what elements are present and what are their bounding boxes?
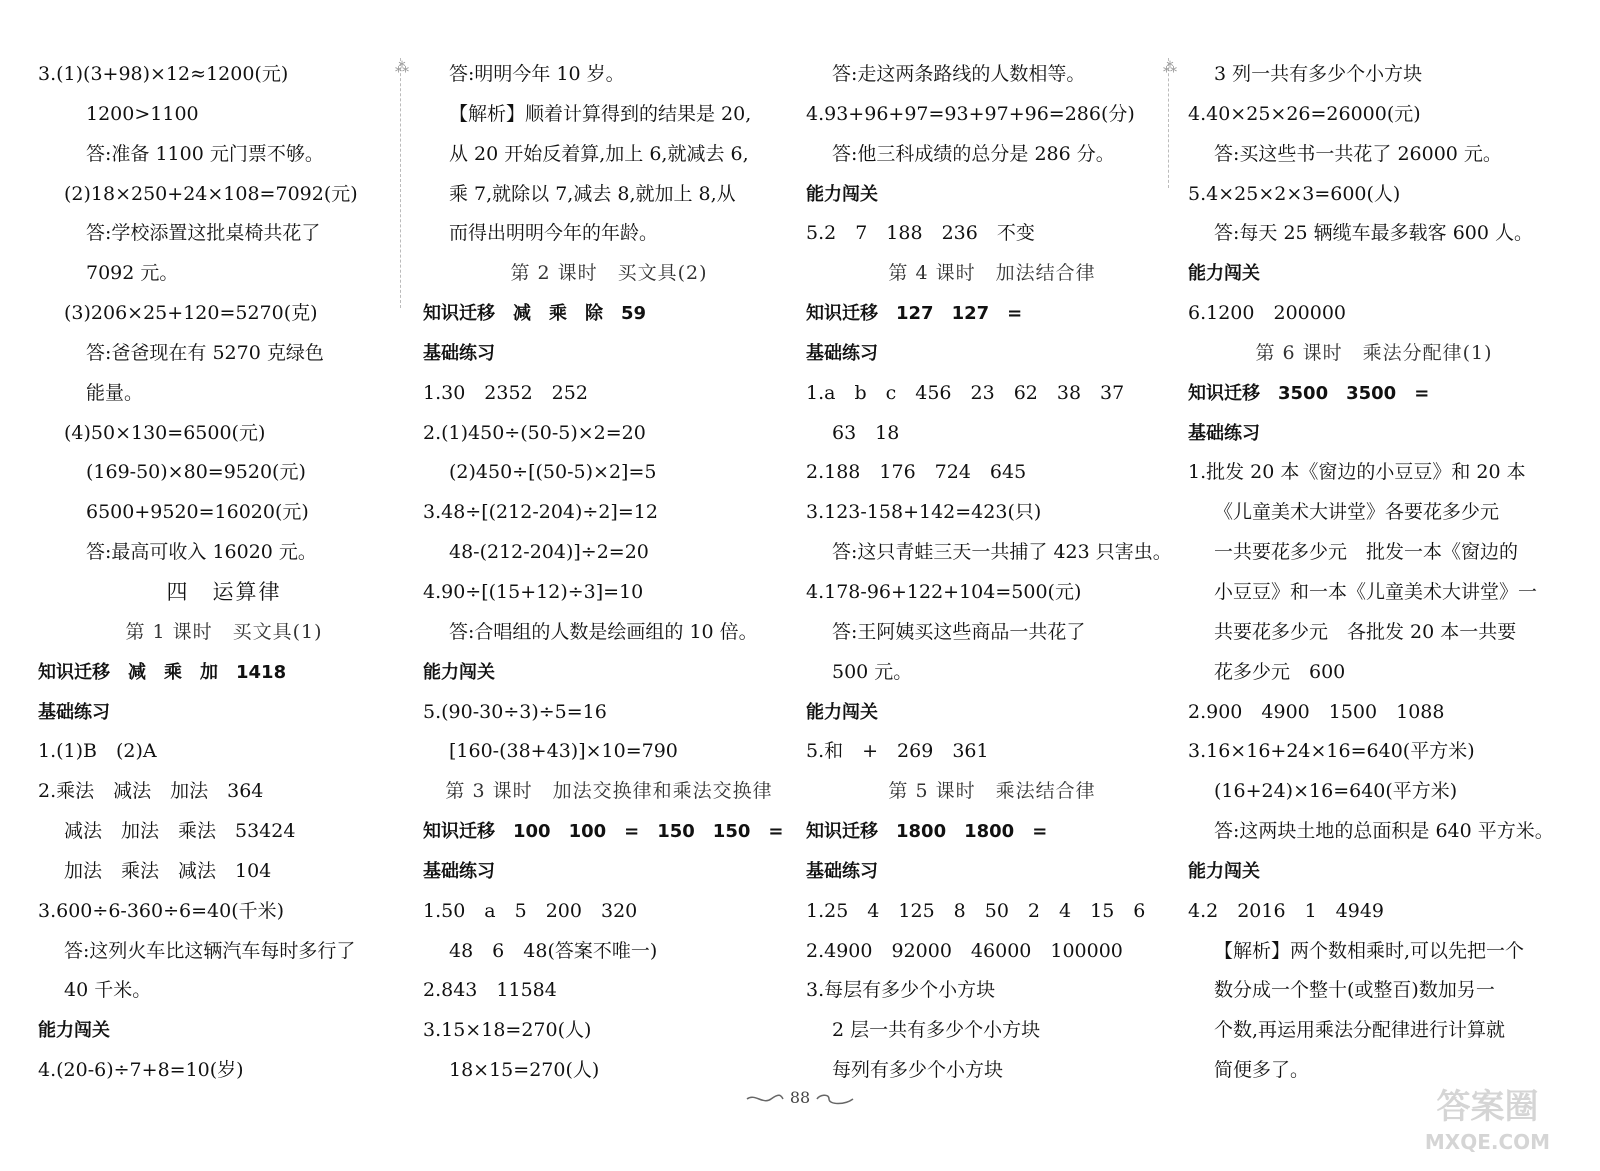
answer-line: 【解析】两个数相乘时,可以先把一个	[1214, 939, 1525, 962]
ornament-icon: ⁂	[1163, 60, 1177, 76]
subsection-heading: 能力闯关	[38, 1020, 110, 1042]
answer-line: 答:合唱组的人数是绘画组的 10 倍。	[449, 620, 758, 643]
answer-line: 答:最高可收入 16020 元。	[86, 541, 317, 564]
answer-line: 答:他三科成绩的总分是 286 分。	[832, 142, 1115, 165]
answer-line: 简便多了。	[1214, 1059, 1310, 1082]
answer-line: 2.(1)450÷(50-5)×2=20	[423, 421, 646, 444]
section-heading: 第 1 课时 买文具(1)	[125, 620, 323, 643]
answer-line: 3.每层有多少个小方块	[806, 979, 996, 1002]
answer-line: 4.90÷[(15+12)÷3]=10	[423, 580, 644, 603]
answer-line: 答:这只青蛙三天一共捕了 423 只害虫。	[832, 541, 1172, 564]
subsection-heading: 基础练习	[1188, 422, 1260, 444]
subsection-heading: 知识迁移 1800 1800 =	[806, 821, 1048, 843]
answer-line: 40 千米。	[64, 979, 152, 1002]
answer-line: 5.4×25×2×3=600(人)	[1188, 182, 1401, 205]
answer-line: 数分成一个整十(或整百)数加另一	[1214, 979, 1495, 1002]
answer-line: 2 层一共有多少个小方块	[832, 1019, 1041, 1042]
answer-line: 3.(1)(3+98)×12≈1200(元)	[38, 63, 289, 85]
answer-line: 能量。	[86, 381, 144, 404]
answer-line: 每列有多少个小方块	[832, 1059, 1004, 1082]
answer-line: (2)18×250+24×108=7092(元)	[64, 182, 358, 205]
answer-line: 63 18	[832, 421, 900, 444]
answer-line: (16+24)×16=640(平方米)	[1214, 780, 1458, 803]
section-heading: 第 4 课时 加法结合律	[888, 262, 1096, 285]
answer-line: 答:这两块土地的总面积是 640 平方米。	[1214, 820, 1554, 843]
page-footer	[0, 1088, 1600, 1122]
answer-line: 48 6 48(答案不唯一)	[449, 939, 658, 962]
answer-line: (3)206×25+120=5270(克)	[64, 302, 318, 325]
answer-line: 1.a b c 456 23 62 38 37	[806, 381, 1125, 404]
answer-line: 小豆豆》和一本《儿童美术大讲堂》一	[1214, 580, 1538, 603]
subsection-heading: 能力闯关	[806, 701, 878, 723]
answer-line: 1.50 a 5 200 320	[423, 899, 638, 922]
answer-line: 6500+9520=16020(元)	[86, 501, 309, 524]
column-divider	[1163, 58, 1177, 188]
section-heading: 第 2 课时 买文具(2)	[510, 262, 708, 285]
answer-line: 答:买这些书一共花了 26000 元。	[1214, 142, 1502, 165]
answer-line: 1.25 4 125 8 50 2 4 15 6	[806, 899, 1146, 922]
answer-line: 4.93+96+97=93+97+96=286(分)	[806, 102, 1135, 125]
answer-line: 答:学校添置这批桌椅共花了	[86, 222, 321, 245]
answer-line: 《儿童美术大讲堂》各要花多少元	[1214, 501, 1500, 524]
answer-line: 4.(20-6)÷7+8=10(岁)	[38, 1059, 244, 1082]
ornament-icon: ⁂	[395, 60, 409, 76]
answer-line: 5.和 + 269 361	[806, 740, 989, 763]
answer-line: 18×15=270(人)	[449, 1059, 600, 1082]
watermark-bottom: MXQE.COM	[1424, 1130, 1551, 1154]
answer-line: 从 20 开始反着算,加上 6,就减去 6,	[449, 142, 749, 165]
answer-line: 答:这列火车比这辆汽车每时多行了	[64, 939, 356, 962]
subsection-heading: 能力闯关	[423, 661, 495, 683]
watermark-top: 答案圈	[1436, 1087, 1539, 1127]
column-4	[1188, 55, 1560, 1091]
answer-line: 答:王阿姨买这些商品一共花了	[832, 620, 1086, 643]
subsection-heading: 知识迁移 减 乘 加 1418	[38, 661, 287, 683]
answer-line: 7092 元。	[86, 262, 179, 285]
answer-line: 个数,再运用乘法分配律进行计算就	[1214, 1019, 1506, 1042]
answer-line: 花多少元 600	[1214, 660, 1346, 683]
answer-line: 1200>1100	[86, 102, 199, 125]
subsection-heading: 基础练习	[423, 860, 495, 882]
column-divider	[395, 58, 409, 308]
page-number: 88	[789, 1088, 811, 1107]
subsection-heading: 知识迁移 3500 3500 =	[1188, 382, 1430, 404]
answer-line: 2.188 176 724 645	[806, 461, 1027, 484]
answer-line: 【解析】顺着计算得到的结果是 20,	[449, 102, 752, 125]
answer-line: 3.123-158+142=423(只)	[806, 501, 1042, 524]
answer-line: 乘 7,就除以 7,减去 8,就加上 8,从	[449, 182, 736, 205]
subsection-heading: 基础练习	[38, 701, 110, 723]
answer-line: 答:明明今年 10 岁。	[449, 63, 625, 85]
subsection-heading: 能力闯关	[1188, 263, 1260, 285]
answer-line: 答:每天 25 辆缆车最多载客 600 人。	[1214, 222, 1534, 245]
answer-line: 2.900 4900 1500 1088	[1188, 700, 1445, 723]
answer-line: 共要花多少元 各批发 20 本一共要	[1214, 620, 1517, 643]
answer-line: 4.40×25×26=26000(元)	[1188, 102, 1421, 125]
answer-line: 一共要花多少元 批发一本《窗边的	[1214, 541, 1519, 564]
subsection-heading: 知识迁移 100 100 = 150 150 =	[423, 821, 784, 843]
answer-line: 2.4900 92000 46000 100000	[806, 939, 1123, 962]
subsection-heading: 基础练习	[806, 342, 878, 364]
column-3	[806, 55, 1178, 1091]
subsection-heading: 知识迁移 127 127 =	[806, 303, 1023, 325]
section-heading: 第 5 课时 乘法结合律	[888, 780, 1096, 803]
subsection-heading: 知识迁移 减 乘 除 59	[423, 303, 647, 325]
answer-line: 2.843 11584	[423, 979, 557, 1002]
answer-line: 答:走这两条路线的人数相等。	[832, 63, 1086, 85]
subsection-heading: 能力闯关	[806, 183, 878, 205]
answer-line: 3.48÷[(212-204)÷2]=12	[423, 501, 658, 524]
answer-line: 加法 乘法 减法 104	[64, 859, 272, 882]
column-1	[38, 55, 410, 1091]
watermark-logo	[1400, 1085, 1575, 1165]
answer-line: (169-50)×80=9520(元)	[86, 461, 306, 484]
answer-line: 4.2 2016 1 4949	[1188, 899, 1385, 922]
answer-line: 3.15×18=270(人)	[423, 1019, 592, 1042]
section-heading: 第 3 课时 加法交换律和乘法交换律	[445, 780, 773, 803]
subsection-heading: 基础练习	[806, 860, 878, 882]
answer-line: 5.(90-30÷3)÷5=16	[423, 700, 607, 723]
answer-line: 减法 加法 乘法 53424	[64, 820, 296, 843]
answer-line: [160-(38+43)]×10=790	[449, 740, 678, 763]
answer-line: 1.30 2352 252	[423, 381, 588, 404]
answer-line: 2.乘法 减法 加法 364	[38, 780, 264, 803]
section-heading: 第 6 课时 乘法分配律(1)	[1255, 341, 1493, 364]
answer-line: 3 列一共有多少个小方块	[1214, 63, 1423, 85]
answer-line: 4.178-96+122+104=500(元)	[806, 580, 1082, 603]
answer-line: 6.1200 200000	[1188, 302, 1347, 325]
answer-line: 1.(1)B (2)A	[38, 740, 157, 763]
answer-line: 48-(212-204)]÷2=20	[449, 541, 649, 564]
answer-line: 5.2 7 188 236 不变	[806, 222, 1035, 245]
answer-line: 3.600÷6-360÷6=40(千米)	[38, 899, 285, 922]
flourish-right-icon	[815, 1093, 855, 1105]
answer-line: (2)450÷[(50-5)×2]=5	[449, 461, 657, 484]
answer-line: 500 元。	[832, 660, 913, 683]
answer-line: 答:爸爸现在有 5270 克绿色	[86, 341, 324, 364]
flourish-left-icon	[745, 1093, 785, 1105]
answer-line: 3.16×16+24×16=640(平方米)	[1188, 740, 1475, 763]
section-heading: 四 运算律	[166, 579, 282, 604]
answer-line: (4)50×130=6500(元)	[64, 421, 266, 444]
column-2	[423, 55, 795, 1091]
subsection-heading: 能力闯关	[1188, 860, 1260, 882]
answer-line: 而得出明明今年的年龄。	[449, 222, 659, 245]
subsection-heading: 基础练习	[423, 342, 495, 364]
answer-line: 1.批发 20 本《窗边的小豆豆》和 20 本	[1188, 461, 1526, 484]
answer-line: 答:准备 1100 元门票不够。	[86, 142, 324, 165]
